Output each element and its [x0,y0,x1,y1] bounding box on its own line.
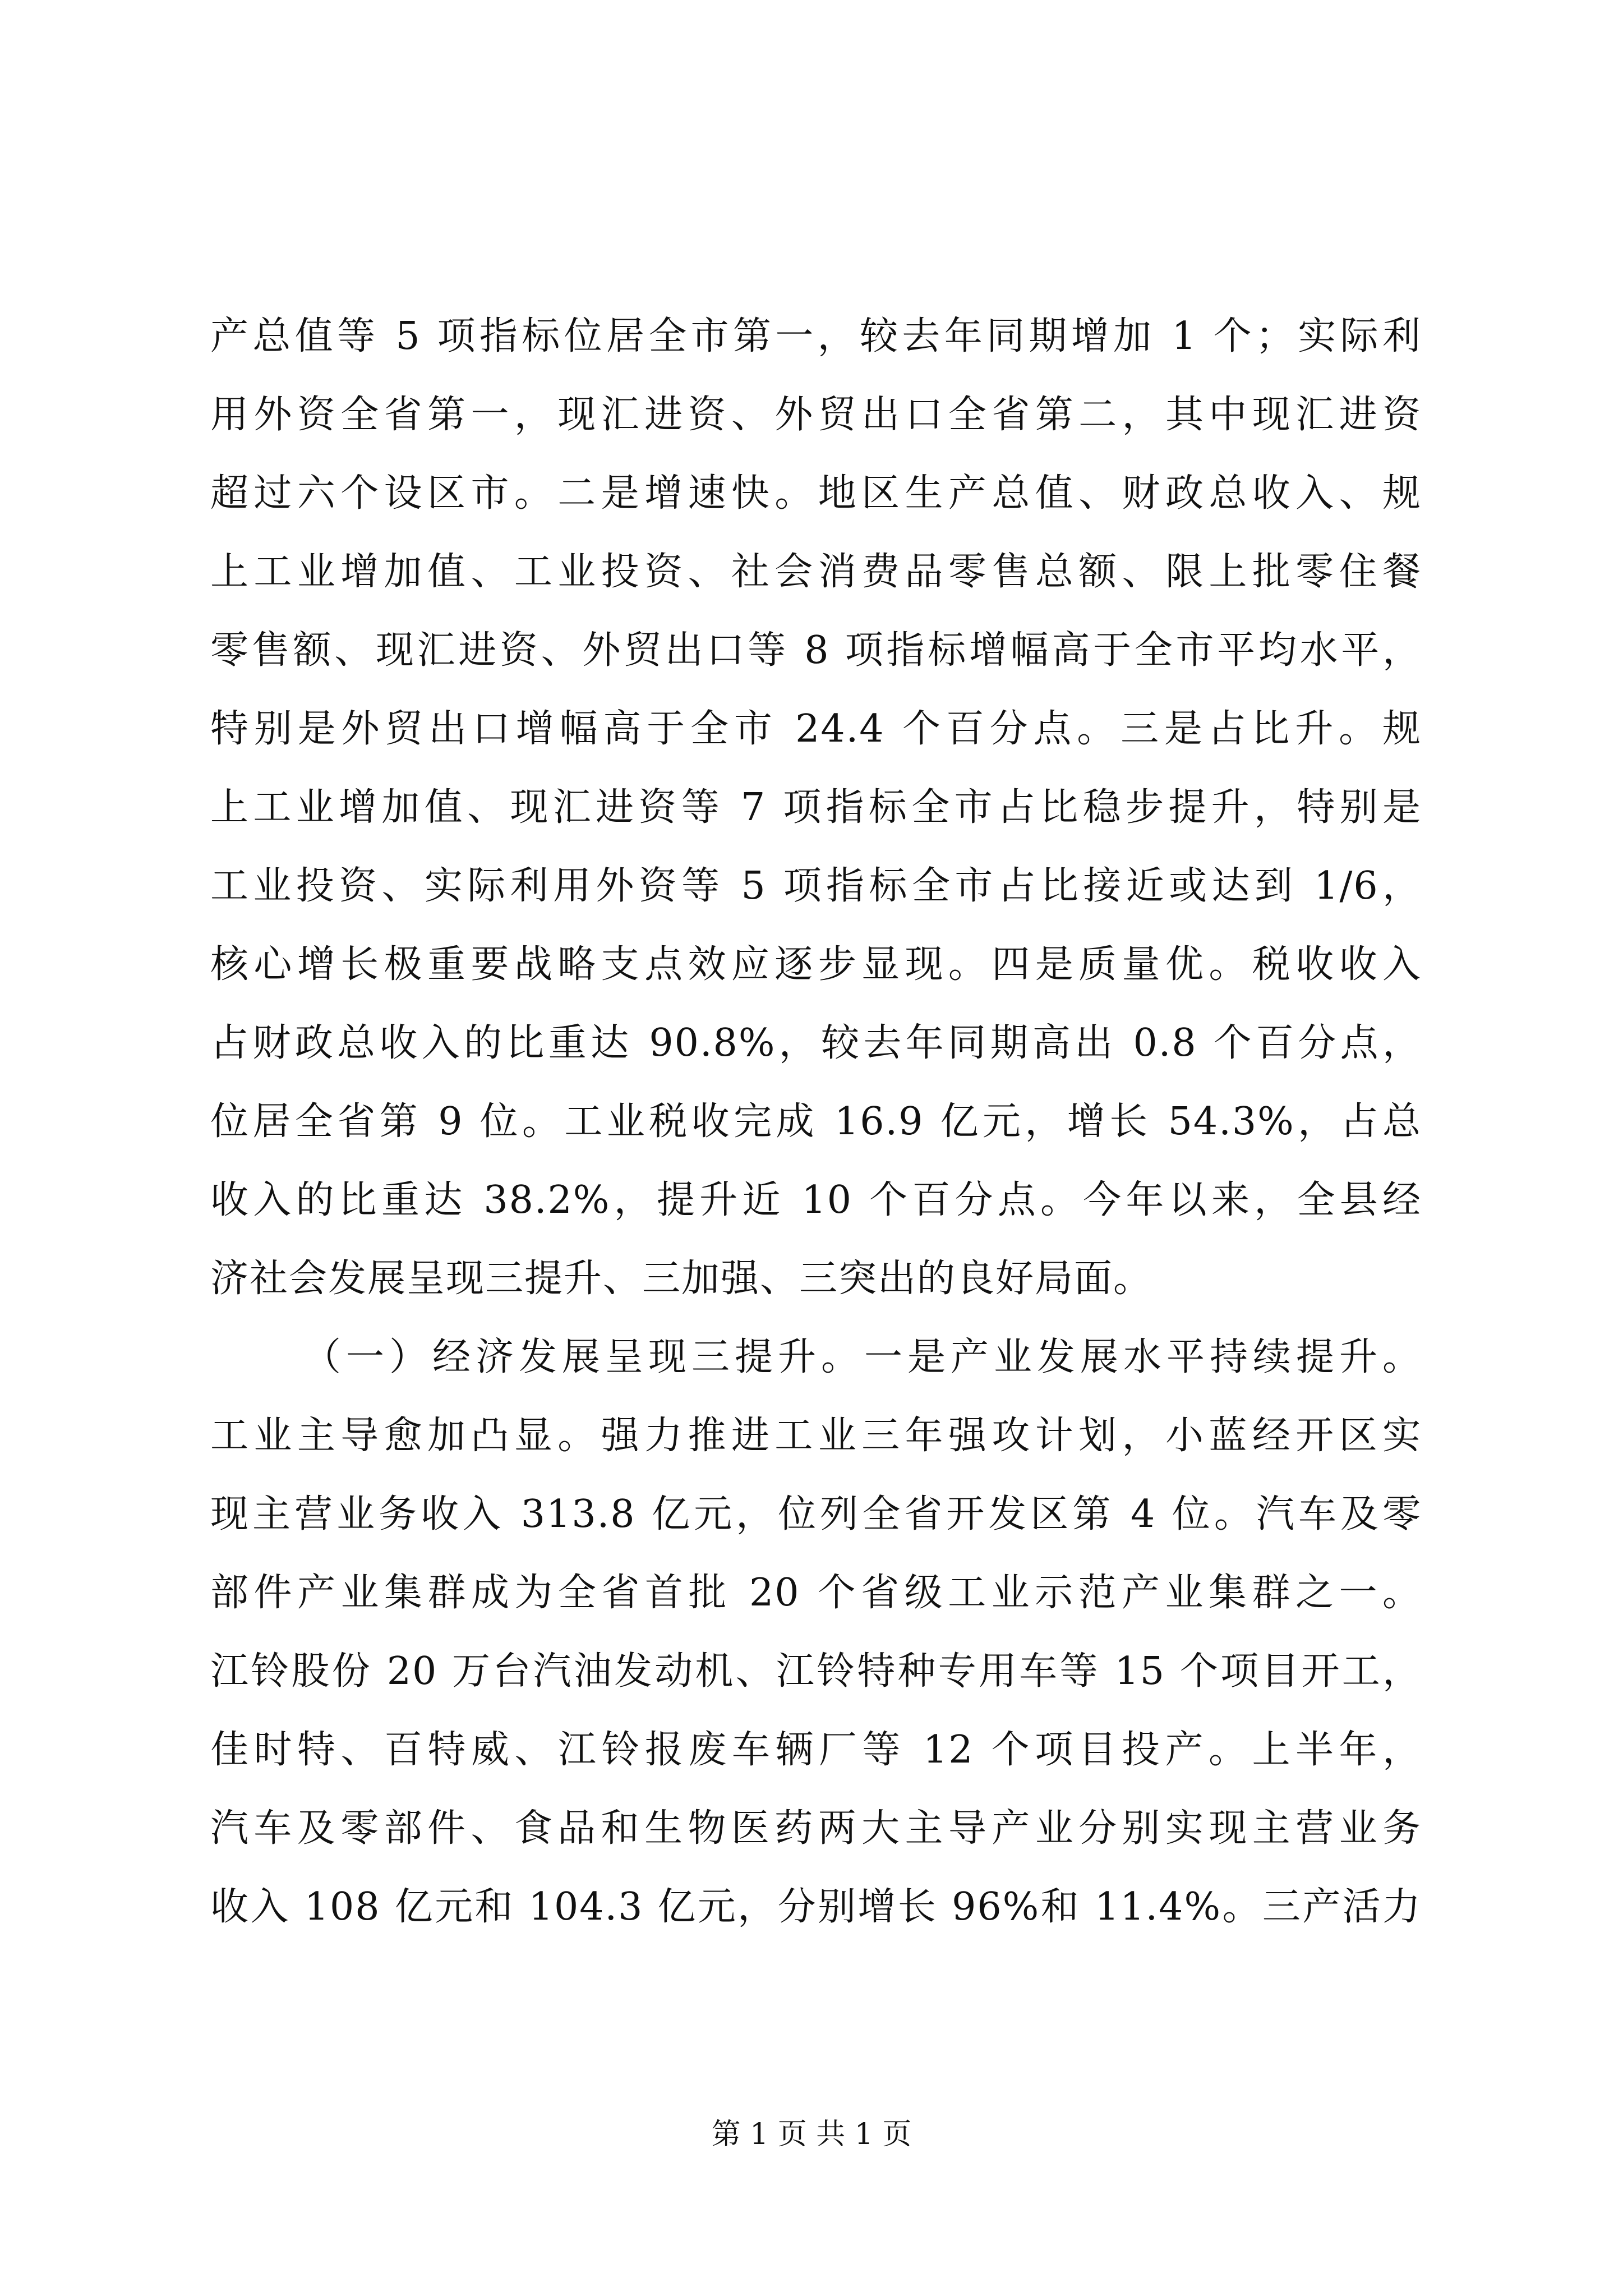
text-line: 零售额、现汇进资、外贸出口等 8 项指标增幅高于全市平均水平， [210,628,1422,673]
text-line: 产总值等 5 项指标位居全市第一，较去年同期增加 1 个；实际利 [210,314,1422,358]
text-line: 工业投资、实际利用外资等 5 项指标全市占比接近或达到 1/6， [210,864,1422,908]
text-line: 用外资全省第一，现汇进资、外贸出口全省第二，其中现汇进资 [210,393,1422,437]
text-line: 工业主导愈加凸显。强力推进工业三年强攻计划，小蓝经开区实 [210,1414,1422,1458]
text-line: 现主营业务收入 313.8 亿元，位列全省开发区第 4 位。汽车及零 [210,1492,1422,1536]
text-line: 上工业增加值、现汇进资等 7 项指标全市占比稳步提升，特别是 [210,785,1422,830]
text-line: 部件产业集群成为全省首批 20 个省级工业示范产业集群之一。 [210,1571,1422,1615]
text-line: 超过六个设区市。二是增速快。地区生产总值、财政总收入、规 [210,471,1422,516]
text-line: 汽车及零部件、食品和生物医药两大主导产业分别实现主营业务 [210,1806,1422,1851]
text-line: 上工业增加值、工业投资、社会消费品零售总额、限上批零住餐 [210,550,1422,594]
page-footer [0,2115,1623,2154]
text-line: 收入 108 亿元和 104.3 亿元，分别增长 96%和 11.4%。三产活力 [210,1885,1422,1929]
text-line: 特别是外贸出口增幅高于全市 24.4 个百分点。三是占比升。规 [210,707,1422,751]
text-line: 佳时特、百特威、江铃报废车辆厂等 12 个项目投产。上半年， [210,1728,1422,1772]
text-line: 核心增长极重要战略支点效应逐步显现。四是质量优。税收收入 [210,942,1422,987]
text-line: 江铃股份 20 万台汽油发动机、江铃特种专用车等 15 个项目开工， [210,1649,1422,1694]
text-line: 收入的比重达 38.2%，提升近 10 个百分点。今年以来，全县经 [210,1178,1422,1222]
section-heading-line: （一）经济发展呈现三提升。一是产业发展水平持续提升。 [303,1335,1422,1379]
text-line: 济社会发展呈现三提升、三加强、三突出的良好局面。 [210,1257,1153,1301]
page-number-label: 第 1 页 共 1 页 [711,2118,912,2151]
text-line: 占财政总收入的比重达 90.8%，较去年同期高出 0.8 个百分点， [210,1021,1422,1065]
body-text [210,297,1422,1947]
text-line: 位居全省第 9 位。工业税收完成 16.9 亿元，增长 54.3%，占总 [210,1099,1422,1144]
